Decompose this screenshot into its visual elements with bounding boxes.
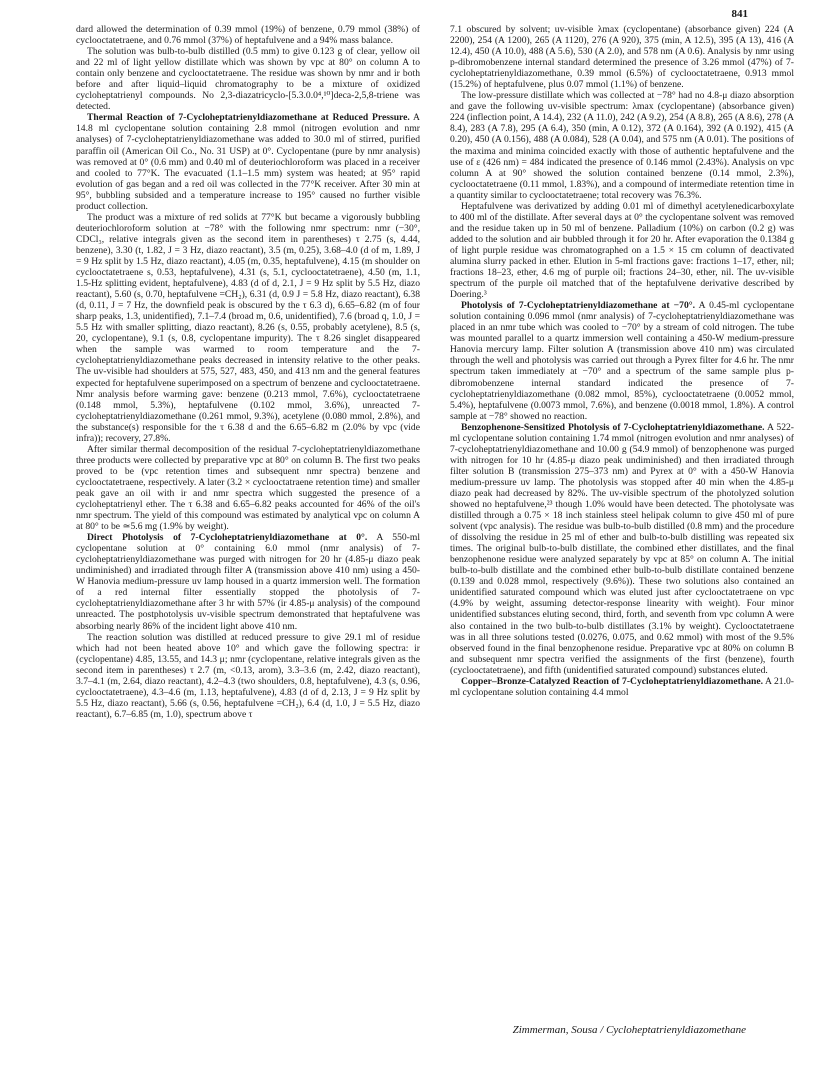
paragraph xyxy=(76,46,420,112)
page-number: 841 xyxy=(731,8,748,20)
running-footer: Zimmerman, Sousa / Cycloheptatrienyldiazomethane xyxy=(512,1024,746,1036)
run-in-heading: Benzophenone-Sensitized Photolysis of 7-Cycloheptatrienyldiazomethane. xyxy=(461,421,765,433)
paragraph-text: dard allowed the determination of 0.39 mmol (19%) of benzene, 0.79 mmol (38%) of cyclooctatetraene, and 0.76 mmol (37%) of heptafulvene and a 94% mass balance. xyxy=(76,24,420,47)
paragraph-text: The reaction solution was distilled at reduced pressure to give 29.1 ml of residue which had not been heated above 10° and which gave the following spectra: ir (cyclopentane) 4.85, 13.55, and 14.3 μ; nmr (cyclopentane, relative integrals given as the second item in parentheses) τ 2.7 (m, <0.13, arom), 3.3–3.6 (m, 2.42, diazo reactant), 3.7–4.1 (m, 2.64, diazo reactant), 4.2–4.3 (two shoulders, 0.8, heptafulvene), 4.3 (s, 0.96, cyclooctatetraene), 4.3–4.6 (m, 1.13, heptafulvene), 4.83 (d of d, 2.13, J = 9 Hz split by 5.5 Hz, diazo reactant), 5.66 (s, 0.56, heptafulvene =CH₂), 6.4 (d, 1.0, J = 5.5 Hz, diazo reactant), 6.7–6.85 (m, 1.0), spectrum above τ xyxy=(76,631,420,720)
left-column xyxy=(76,24,420,720)
paragraph-text: Heptafulvene was derivatized by adding 0.01 ml of dimethyl acetylenedicarboxylate to 400 ml of the distillate. After several days at 0° the cyclopentane solvent was removed and the residue taken up in 50 ml of benzene. Palladium (10%) on carbon (0.2 g) was added to the solution and air bubbled through it for 20 hr. After evaporation the 0.1384 g of light purple residue was chromatographed on a 1.5 × 15 cm column of deactivated alumina slurry packed in ether. Elution in 5-ml fractions gave: fractions 1–17, ether, nil; fractions 18–23, ether, 4.6 mg of purple oil; fractions 24–30, ether, nil. The uv-visible spectrum of the purple oil matched that of the heptafulvene derivative described by Doering.³ xyxy=(450,200,794,301)
paragraph xyxy=(76,532,420,631)
paragraph xyxy=(76,112,420,211)
paragraph-text: The low-pressure distillate which was collected at −78° had no 4.8-μ diazo absorption and gave the following uv-visible spectrum: λmax (cyclopentane) (absorbance given) 224 (inflection point, A 14.4), 232 (A 11.0), 242 (A 9.2), 254 (A 8.8), 265 (A 8.6), 278 (A 8.4), 283 (A 7.8), 295 (A 6.4), 350 (min, A 0.12), 372 (A 0.164), 392 (A 0.192), 415 (A 0.20), 450 (A 0.156), 488 (A 0.084), 528 (A 0.04), and 575 nm (A 0.01). The positions of the maxima and minima coincided exactly with those of authentic heptafulvene and the use of ε (426 nm) = 484 indicated the presence of 0.146 mmol (2.43%). Analysis on vpc column A at 90° showed the solution contained benzene (0.14 mmol, 2.3%), cyclooctatetraene (0.11 mmol, 1.83%), and a compound of intermediate retention time in a quantity similar to cyclooctatetraene; total recovery was 76.3%. xyxy=(450,90,794,201)
paragraph xyxy=(76,444,420,532)
paragraph xyxy=(76,24,420,46)
paragraph xyxy=(450,90,794,200)
paragraph xyxy=(450,300,794,422)
run-in-heading: Thermal Reaction of 7-Cycloheptatrienyldiazomethane at Reduced Pressure. xyxy=(87,112,410,124)
paragraph xyxy=(450,201,794,300)
paragraph-text: A 21.0-ml cyclopentane solution containing 4.4 mmol xyxy=(450,675,794,698)
paragraph-text: A 522-ml cyclopentane solution containing 1.74 mmol (nitrogen evolution and nmr analyses) of 7-cycloheptatrienyldiazomethane and 10.00 g (54.9 mmol) of benzophenone was purged with nitrogen for 10 hr (4.85-μ diazo peak undiminished) and then irradiated through filter solution B (transmission 275–373 nm) and Pyrex at 0° with a 450-W Hanovia medium-pressure uv lamp. The photolysis was stopped after 40 min when the 4.85-μ diazo peak had decreased by 82%. The uv-visible spectrum of the photolyzed solution showed no heptafulvene,²³ though 1.0% would have been detected. The photolysate was distilled through a 0.75 × 18 inch stainless steel helipak column to give 450 ml of pure solvent (vpc analysis). The residue was bulb-to-bulb distilled (0.8 mm) and the procedure of dissolving the residue in 25 ml of ether and bulb-to-bulb distilling was repeated six times. The original bulb-to-bulb distillate, the combined ether distillates, and the final benzophenone residue were analyzed separately by vpc at 85° on column A. The initial bulb-to-bulb distillate and the combined ether bulb-to-bulb distillate contained benzene (0.139 and 0.028 mmol, respectively (9.6%)). These two solutions also contained an unidentified saturated compound which was eluted just after cyclooctatetraene on vpc (4.9% by weight, assuming detector-response linearity with weight). Four minor unidentified substances eluting second, third, forth, and seventh from vpc column A were also contained in the two bulb-to-bulb distillates (3.1% by weight). Cyclooctatetraene was in all three solutions tested (0.0276, 0.075, and 0.62 mmol) with most of the 9.5% observed found in the final benzophenone residue. Preparative vpc at 80% on column B and subsequent nmr spectra verified the assignments of the first (benzene), fourth (cyclooctatetraene), and fifth (unidentified saturated compound) substances eluted. xyxy=(450,421,794,676)
paragraph-text: 7.1 obscured by solvent; uv-visible λmax (cyclopentane) (absorbance given) 224 (A 2200), 254 (A 1200), 265 (A 1120), 276 (A 920), 375 (min, A 12.5), 395 (A 13), 416 (A 12.4), 450 (A 10.0), 488 (A 5.6), 530 (A 2.0), and 578 nm (A 0.6). Analysis by nmr using p-dibromobenzene internal standard determined the presence of 3.26 mmol (47%) of 7-cycloheptatrienyldiazomethane, 0.39 mmol (6.5%) of cyclooctatetraene, 0.913 mmol (15.2%) of heptafulvene, plus 0.07 mmol (1.1%) of benzene. xyxy=(450,24,794,91)
paragraph xyxy=(450,24,794,90)
paragraph-text: A 550-ml cyclopentane solution at 0° containing 6.0 mmol (nmr analysis) of 7-cycloheptatrienyldiazomethane was purged with nitrogen for 20 hr (4.85-μ diazo peak undiminished) and irradiated through filter A (transmission above 410 nm) using a 450-W Hanovia medium-pressure uv lamp housed in a quartz immersion well. The formation of a red internal filter essentially stopped the photolysis of 7-cycloheptatrienyldiazomethane after 3 hr with 57% (ir 4.85-μ analysis) of the compound unreacted. The postphotolysis uv-visible spectrum demonstrated that heptafulvene was absorbing nearly 86% of the incident light above 410 nm. xyxy=(76,532,420,632)
run-in-heading: Direct Photolysis of 7-Cycloheptatrienyldiazomethane at 0°. xyxy=(87,532,368,544)
paragraph-text: After similar thermal decomposition of the residual 7-cycloheptatrienyldiazomethane three products were collected by preparative vpc at 80° on column B. The first two peaks proved to be (vpc retention times and subsequent nmr spectra) benzene and cyclooctatetraene, respectively. A later (3.2 × cyclooctatraene retention time) and smaller peak gave an oil with ir and nmr spectra which suggested the presence of a cycloheptatrienyl ether. The τ 6.38 and 6.65–6.82 peaks accounted for 46% of the oil's nmr spectrum. The yield of this compound was estimated by analytical vpc on column A at 80° to be ≃5.6 mg (1.9% by weight). xyxy=(76,443,420,533)
paragraph xyxy=(450,676,794,698)
paragraph xyxy=(76,212,420,444)
paragraph-text: The solution was bulb-to-bulb distilled (0.5 mm) to give 0.123 g of clear, yellow oil and 22 ml of light yellow distillate which was shown by vpc at 80° on column A to contain only benzene and cyclooctatetraene. The residue was shown by nmr and ir both before and after liquid–liquid chromatography to be a mixture of oxidized cycloheptatrienyl compounds. No 2,3-diazatricyclo-[5.3.0.0⁴,¹⁰]deca-2,5,8-triene was detected. xyxy=(76,46,420,113)
paragraph xyxy=(450,422,794,676)
right-column xyxy=(450,24,794,698)
run-in-heading: Photolysis of 7-Cycloheptatrienyldiazomethane at −70°. xyxy=(461,300,695,312)
paragraph-text: The product was a mixture of red solids at 77°K but became a vigorously bubbling deuteriochloroform solution at −78° with the following nmr spectrum: nmr (−30°, CDCl₃, relative integrals given as the second item in parentheses) τ 2.75 (s, 4.44, benzene), 3.30 (t, 1.82, J = 3 Hz, diazo reactant), 3.5 (m, 0.25), 3.68–4.0 (d of m, 1.89, J = 9 Hz split by 1.5 Hz, diazo reactant), 4.05 (m, 0.35, heptafulvene), 4.15 (m shoulder on cyclooctatetraene s, 0.53, heptafulvene), 4.31 (s, 5.1, cyclooctatetraene), 4.50 (m, 1.1, 1.5-Hz splitting evident, heptafulvene), 4.83 (d of d, 2.1, J = 9 Hz split by 5.5 Hz, diazo reactant), 5.60 (s, 0.70, heptafulvene =CH₂), 6.31 (d, 0.9 J = 5.8 Hz, diazo reactant), 6.38 (d, 0.11, J = 7 Hz, the downfield peak is obscured by the τ 6.3 d), 6.65–6.82 (m of four sharp peaks, 1.3, unidentified), 7.1–7.4 (broad m, 0.6, unidentified), 7.6 (broad q, 1.0, J = 5.5 Hz with smaller splitting, diazo reactant), 8.26 (s, 0.55, probably acetylene), 8.5 (s, 20, cyclopentane), 9.1 (s, 0.8, cyclopentane impurity). The τ 8.26 singlet disappeared when the sample was warmed to room temperature and the 7-cycloheptatrienyldiazomethane peaks decreased in intensity relative to the other peaks. The uv-visible had shoulders at 575, 527, 483, 450, and 413 nm and the general features expected for heptafulvene superimposed on a spectrum of benzene and cyclooctatetraene. Nmr analysis before warming gave: benzene (0.213 mmol, 7.6%), cyclooctatetraene (0.148 mmol, 5.3%), heptafulvene (0.102 mmol, 3.6%), unreacted 7-cycloheptatrienyldiazomethane (0.261 mmol, 9.3%), acetylene (0.080 mmol, 2.8%), and the substance(s) responsible for the τ 6.38 d and the 6.65–6.82 m (2.0% by vpc (vide infra)); recovery, 27.8%. xyxy=(76,211,420,444)
run-in-heading: Copper–Bronze-Catalyzed Reaction of 7-Cycloheptatrienyldiazomethane. xyxy=(461,675,763,687)
paragraph-text: A 0.45-ml cyclopentane solution containing 0.096 mmol (nmr analysis) of 7-cycloheptatrienyldiazomethane was placed in an nmr tube which was cooled to −70° by a stream of cold nitrogen. The tube was mounted parallel to a quartz immersion well containing a 450-W medium-pressure Hanovia mercury lamp. Filter solution A (transmission above 410 nm) was circulated through the well and photolysis was carried out through a Pyrex filter for 4.6 hr. The nmr spectrum taken immediately at −70° and a spectrum of the same sample plus p-dibromobenzene internal standard indicated the presence of 7-cycloheptatrienyldiazomethane (0.082 mmol, 85%), cyclooctatetraene (0.0052 mmol, 5.4%), heptafulvene (0.0073 mmol, 7.6%), and benzene (0.0018 mmol, 1.8%). A control sample at −78° showed no reaction. xyxy=(450,300,794,422)
paragraph-text: A 14.8 ml cyclopentane solution containing 2.8 mmol (nitrogen evolution and nmr analyses) of 7-cycloheptatrienyldiazomethane was added to 30.0 ml of stirred, purified paraffin oil (American Oil Co., No. 31 USP) at 0°. Cyclopentane (pure by nmr analysis) was removed at 0° (0.6 mm) and 0.40 ml of deuteriochloroform was placed in a receiver and cooled to 77°K. The evacuated (1.1–1.5 mm) system was heated; at 95° rapid evolution of gas began and a red oil was collected in the 77°K receiver. After 30 min at 95°, bubbling subsided and a temperature increase to 195° caused no further visible product collection. xyxy=(76,112,420,212)
paragraph xyxy=(76,632,420,720)
